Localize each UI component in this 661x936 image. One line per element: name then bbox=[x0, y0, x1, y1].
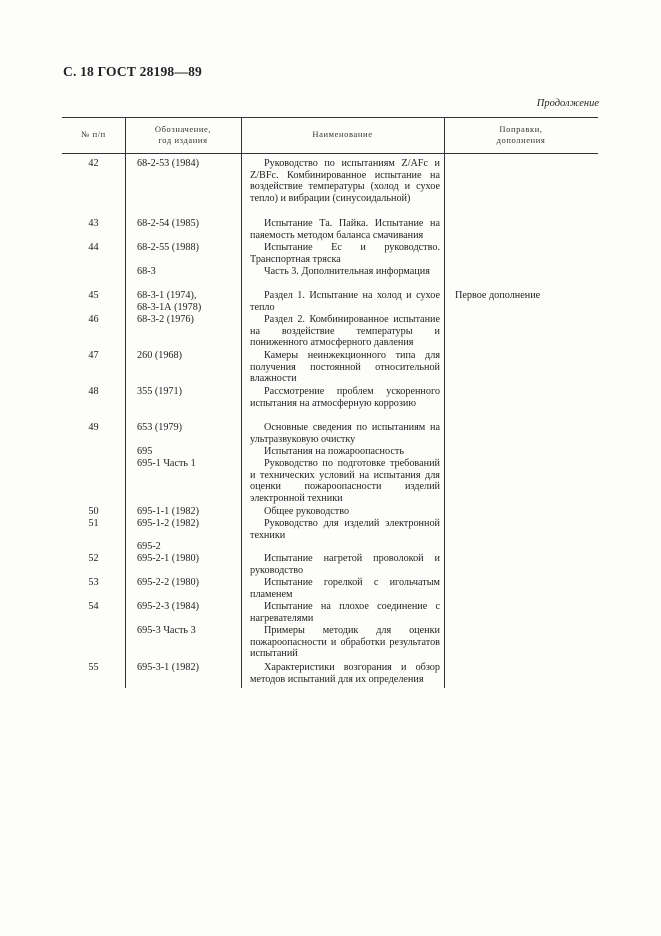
column-divider-1 bbox=[125, 117, 126, 688]
row-designation: 695-2-1 (1980) bbox=[137, 553, 199, 564]
row-name: Руководство по подготовке требований и технических условий на испытания для оценки пожароопасности изделий электронной техники bbox=[250, 458, 440, 504]
row-designation: 695-3 Часть 3 bbox=[137, 625, 196, 636]
row-notes: Первое дополнение bbox=[455, 290, 541, 301]
page-header: С. 18 ГОСТ 28198—89 bbox=[63, 64, 202, 79]
row-name: Испытание нагретой проволокой и руководство bbox=[250, 553, 440, 576]
row-name: Испытание на плохое соединение с нагревателями bbox=[250, 601, 440, 624]
row-name: Испытания на пожароопасность bbox=[264, 446, 404, 457]
row-name: Испытание горелкой с игольчатым пламенем bbox=[250, 577, 440, 600]
row-name: Общее руководство bbox=[264, 506, 350, 517]
row-name: Характеристики возгорания и обзор методов испытаний для их определения bbox=[250, 662, 440, 685]
row-designation: 68-2-55 (1988) bbox=[137, 242, 199, 253]
row-number: 44 bbox=[88, 242, 99, 253]
row-number: 53 bbox=[88, 577, 99, 588]
row-number: 54 bbox=[88, 601, 99, 612]
row-number: 43 bbox=[88, 218, 99, 229]
row-name: Камеры неинжекционного типа для получения постоянной относительной влажности bbox=[250, 350, 440, 385]
row-number: 50 bbox=[88, 506, 99, 517]
row-number: 52 bbox=[88, 553, 99, 564]
row-designation: 695-3-1 (1982) bbox=[137, 662, 199, 673]
row-designation: 68-3 bbox=[137, 266, 156, 277]
row-number: 42 bbox=[88, 158, 99, 169]
row-designation: 695-2-3 (1984) bbox=[137, 601, 199, 612]
row-designation: 68-2-53 (1984) bbox=[137, 158, 199, 169]
row-number: 48 bbox=[88, 386, 99, 397]
row-designation: 355 (1971) bbox=[137, 386, 182, 397]
row-name: Раздел 2. Комбинированное испытание на воздействие температуры и пониженного атмосферного давления bbox=[250, 314, 440, 349]
row-name: Рассмотрение проблем ускоренного испытания на атмосферную коррозию bbox=[250, 386, 440, 409]
row-name: Основные сведения по испытаниям на ультразвуковую очистку bbox=[250, 422, 440, 445]
row-designation: 260 (1968) bbox=[137, 350, 182, 361]
row-designation: 695-2-2 (1980) bbox=[137, 577, 199, 588]
row-name: Руководство для изделий электронной техники bbox=[250, 518, 440, 541]
row-name: Испытание Ес и руководство. Транспортная тряска bbox=[250, 242, 440, 265]
column-header-name: Наименование bbox=[312, 129, 373, 139]
row-number: 51 bbox=[88, 518, 99, 529]
column-divider-2 bbox=[241, 117, 242, 688]
table-header-border bbox=[62, 153, 598, 154]
row-name: Испытание Та. Пайка. Испытание на паяемость методом баланса смачивания bbox=[250, 218, 440, 241]
continuation-label: Продолжение bbox=[536, 98, 599, 109]
row-designation: 695-2 bbox=[137, 541, 161, 552]
row-designation: 695 bbox=[137, 446, 153, 457]
column-header-num: № п/п bbox=[81, 129, 106, 139]
column-header-designation: Обозначение, год издания bbox=[154, 124, 212, 145]
row-designation: 695-1 Часть 1 bbox=[137, 458, 196, 469]
row-name: Часть 3. Дополнительная информация bbox=[264, 266, 430, 277]
row-designation: 68-3-2 (1976) bbox=[137, 314, 194, 325]
row-designation: 695-1-2 (1982) bbox=[137, 518, 199, 529]
column-divider-3 bbox=[444, 117, 445, 688]
row-name: Руководство по испытаниям Z/AFc и Z/BFc. Комбинированное испытание на воздействие температуры (холод и сухое тепло) и вибрации (синусоидальной) bbox=[250, 158, 440, 204]
row-number: 46 bbox=[88, 314, 99, 325]
row-designation: 695-1-1 (1982) bbox=[137, 506, 199, 517]
row-number: 47 bbox=[88, 350, 99, 361]
row-number: 55 bbox=[88, 662, 99, 673]
row-designation: 653 (1979) bbox=[137, 422, 182, 433]
row-number: 45 bbox=[88, 290, 99, 301]
row-number: 49 bbox=[88, 422, 99, 433]
table-top-border bbox=[62, 117, 598, 118]
column-header-notes: Поправки, дополнения bbox=[496, 124, 546, 145]
row-designation: 68-3-1 (1974), 68-3-1А (1978) bbox=[137, 290, 202, 313]
row-designation: 68-2-54 (1985) bbox=[137, 218, 199, 229]
row-name: Раздел 1. Испытание на холод и сухое тепло bbox=[250, 290, 440, 313]
row-name: Примеры методик для оценки пожароопасности и обработки результатов испытаний bbox=[250, 625, 440, 660]
